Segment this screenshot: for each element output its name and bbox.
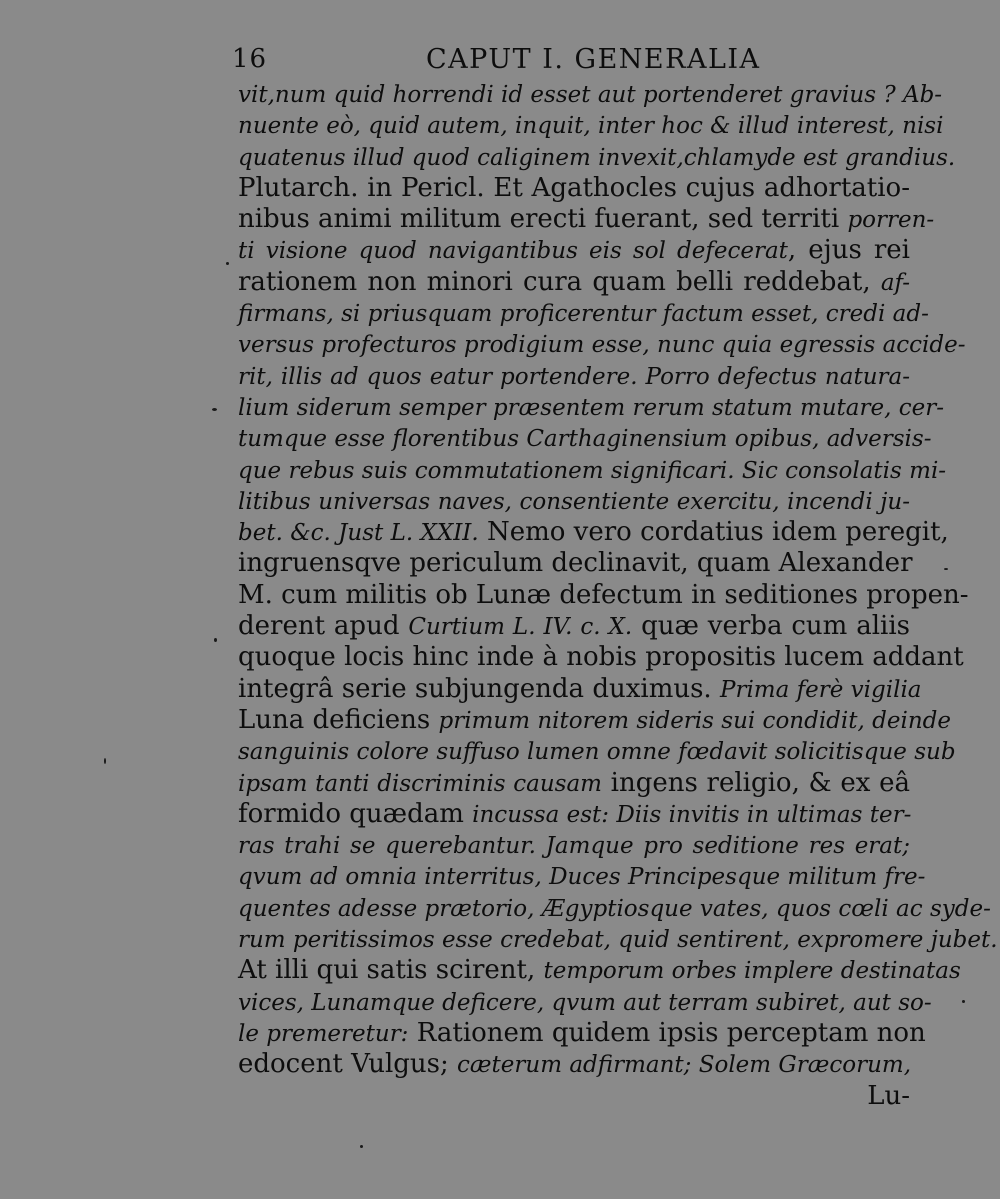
running-head: CAPUT I. GENERALIA — [426, 44, 761, 75]
italic-segment: que rebus suis commutationem significari. Sic consolatis mi- — [238, 457, 947, 484]
page-header — [232, 44, 912, 80]
roman-segment: derent apud — [238, 611, 409, 642]
italic-segment: bet. &c. Just L. XXII. — [238, 520, 479, 547]
italic-segment: sanguinis colore suffuso lumen omne fœdavit solicitisque sub — [238, 739, 956, 766]
italic-segment: tumque esse florentibus Carthaginensium opibus, adversis- — [238, 426, 932, 453]
italic-segment: Prima ferè vigilia — [719, 676, 922, 703]
text-line — [238, 142, 956, 173]
text-line — [238, 235, 910, 266]
text-line — [238, 861, 926, 892]
italic-segment: temporum orbes implere destinatas — [543, 958, 961, 985]
text-line — [238, 204, 935, 235]
text-line — [238, 298, 929, 329]
text-line — [238, 517, 949, 548]
roman-segment: At illi qui satis scirent, — [238, 955, 544, 986]
text-line — [238, 423, 932, 454]
text-line — [238, 955, 961, 986]
roman-segment: ingruensqve periculum declinavit, quam Alexander — [238, 548, 913, 579]
italic-segment: vit,num quid horrendi id esset aut portenderet gravius ? Ab- — [238, 82, 943, 108]
text-line — [238, 830, 910, 861]
text-line — [238, 486, 910, 517]
roman-segment: integrâ serie subjungenda duximus. — [238, 673, 720, 704]
italic-segment: ipsam tanti discriminis causam — [238, 770, 602, 797]
text-line — [238, 799, 910, 830]
roman-segment: , ejus rei — [787, 235, 910, 266]
scan-speck — [226, 262, 229, 265]
text-line — [238, 361, 910, 392]
scan-speck — [944, 568, 948, 570]
scan-speck — [360, 1145, 363, 1148]
text-line — [238, 267, 910, 298]
roman-segment: Rationem quidem ipsis perceptam non — [408, 1017, 926, 1048]
roman-segment: edocent Vulgus; — [238, 1049, 458, 1080]
page-number: 16 — [232, 44, 268, 74]
italic-segment: vices, Lunamque deficere, qvum aut terram subiret, aut so- — [238, 989, 932, 1016]
italic-segment: quatenus illud quod caliginem invexit,chlamyde est grandius. — [238, 144, 956, 171]
italic-segment: nuente eò, quid autem, inquit, inter hoc & illud interest, nisi — [238, 113, 944, 140]
italic-segment: firmans, si priusquam proficerentur factum esset, credi ad- — [238, 301, 929, 328]
italic-segment: versus profecturos prodigium esse, nunc quia egressis accide- — [238, 332, 966, 359]
text-line — [238, 673, 922, 705]
roman-segment: Luna deficiens — [238, 704, 439, 735]
italic-segment: lium siderum semper præsentem rerum statum mutare, cer- — [238, 394, 945, 421]
scan-speck — [212, 408, 217, 411]
body-text — [238, 79, 998, 1112]
italic-segment: porren- — [847, 207, 935, 234]
italic-segment: cæterum adfirmant; Solem Græcorum, — [457, 1052, 912, 1079]
text-line — [238, 1049, 910, 1080]
roman-segment: Lu- — [867, 1080, 910, 1111]
text-line — [238, 329, 966, 360]
scan-speck — [104, 758, 106, 764]
roman-segment: nibus animi militum erecti fuerant, sed territi — [238, 204, 848, 235]
roman-segment: rationem non minori cura quam belli reddebat, — [238, 266, 881, 297]
scan-speck — [214, 638, 217, 642]
roman-segment: quoque locis hinc inde à nobis propositis lucem addant — [238, 642, 964, 673]
text-line — [238, 924, 998, 955]
italic-segment: litibus universas naves, consentiente exercitu, incendi ju- — [238, 488, 910, 515]
text-line — [238, 611, 910, 642]
text-line — [238, 392, 945, 423]
italic-segment: Curtium L. IV. c. X. — [408, 614, 633, 641]
text-line — [238, 893, 991, 924]
text-line — [238, 987, 932, 1018]
text-line — [238, 736, 956, 767]
italic-segment: rit, illis ad quos eatur portendere. Porro defectus natura- — [238, 363, 910, 390]
roman-segment: ingens religio, & ex eâ — [601, 767, 910, 798]
italic-segment: af- — [880, 269, 910, 296]
roman-segment: Plutarch. in Pericl. Et Agathocles cujus adhortatio- — [238, 172, 910, 203]
text-line — [238, 704, 951, 736]
text-line — [238, 79, 943, 110]
roman-segment: Nemo vero cordatius idem peregit, — [478, 517, 949, 548]
italic-segment: ti visione quod navigantibus eis sol defecerat — [238, 238, 788, 265]
text-line — [238, 1081, 910, 1112]
italic-segment: rum peritissimos esse credebat, quid sentirent, expromere jubet. — [238, 927, 998, 954]
italic-segment: le premeretur: — [238, 1020, 409, 1047]
roman-segment: quæ verba cum aliis — [632, 611, 910, 642]
text-line — [238, 173, 910, 204]
roman-segment: M. cum militis ob Lunæ defectum in seditiones propen- — [238, 579, 969, 610]
text-line — [238, 768, 910, 799]
italic-segment: ras trahi se querebantur. Jamque pro seditione res erat; — [238, 833, 910, 860]
text-line — [238, 455, 947, 486]
roman-segment: formido quædam — [238, 798, 473, 829]
text-line — [238, 110, 944, 141]
italic-segment: incussa est: Diis invitis in ultimas ter- — [472, 801, 912, 828]
italic-segment: primum nitorem sideris sui condidit, deinde — [438, 707, 951, 734]
scan-speck — [962, 1000, 965, 1003]
italic-segment: qvum ad omnia interritus, Duces Principesque militum fre- — [238, 864, 926, 891]
text-line — [238, 642, 964, 673]
italic-segment: quentes adesse prætorio, Ægyptiosque vates, quos cœli ac syde- — [238, 895, 991, 922]
text-line — [238, 548, 913, 579]
text-line — [238, 579, 969, 611]
text-line — [238, 1017, 926, 1049]
